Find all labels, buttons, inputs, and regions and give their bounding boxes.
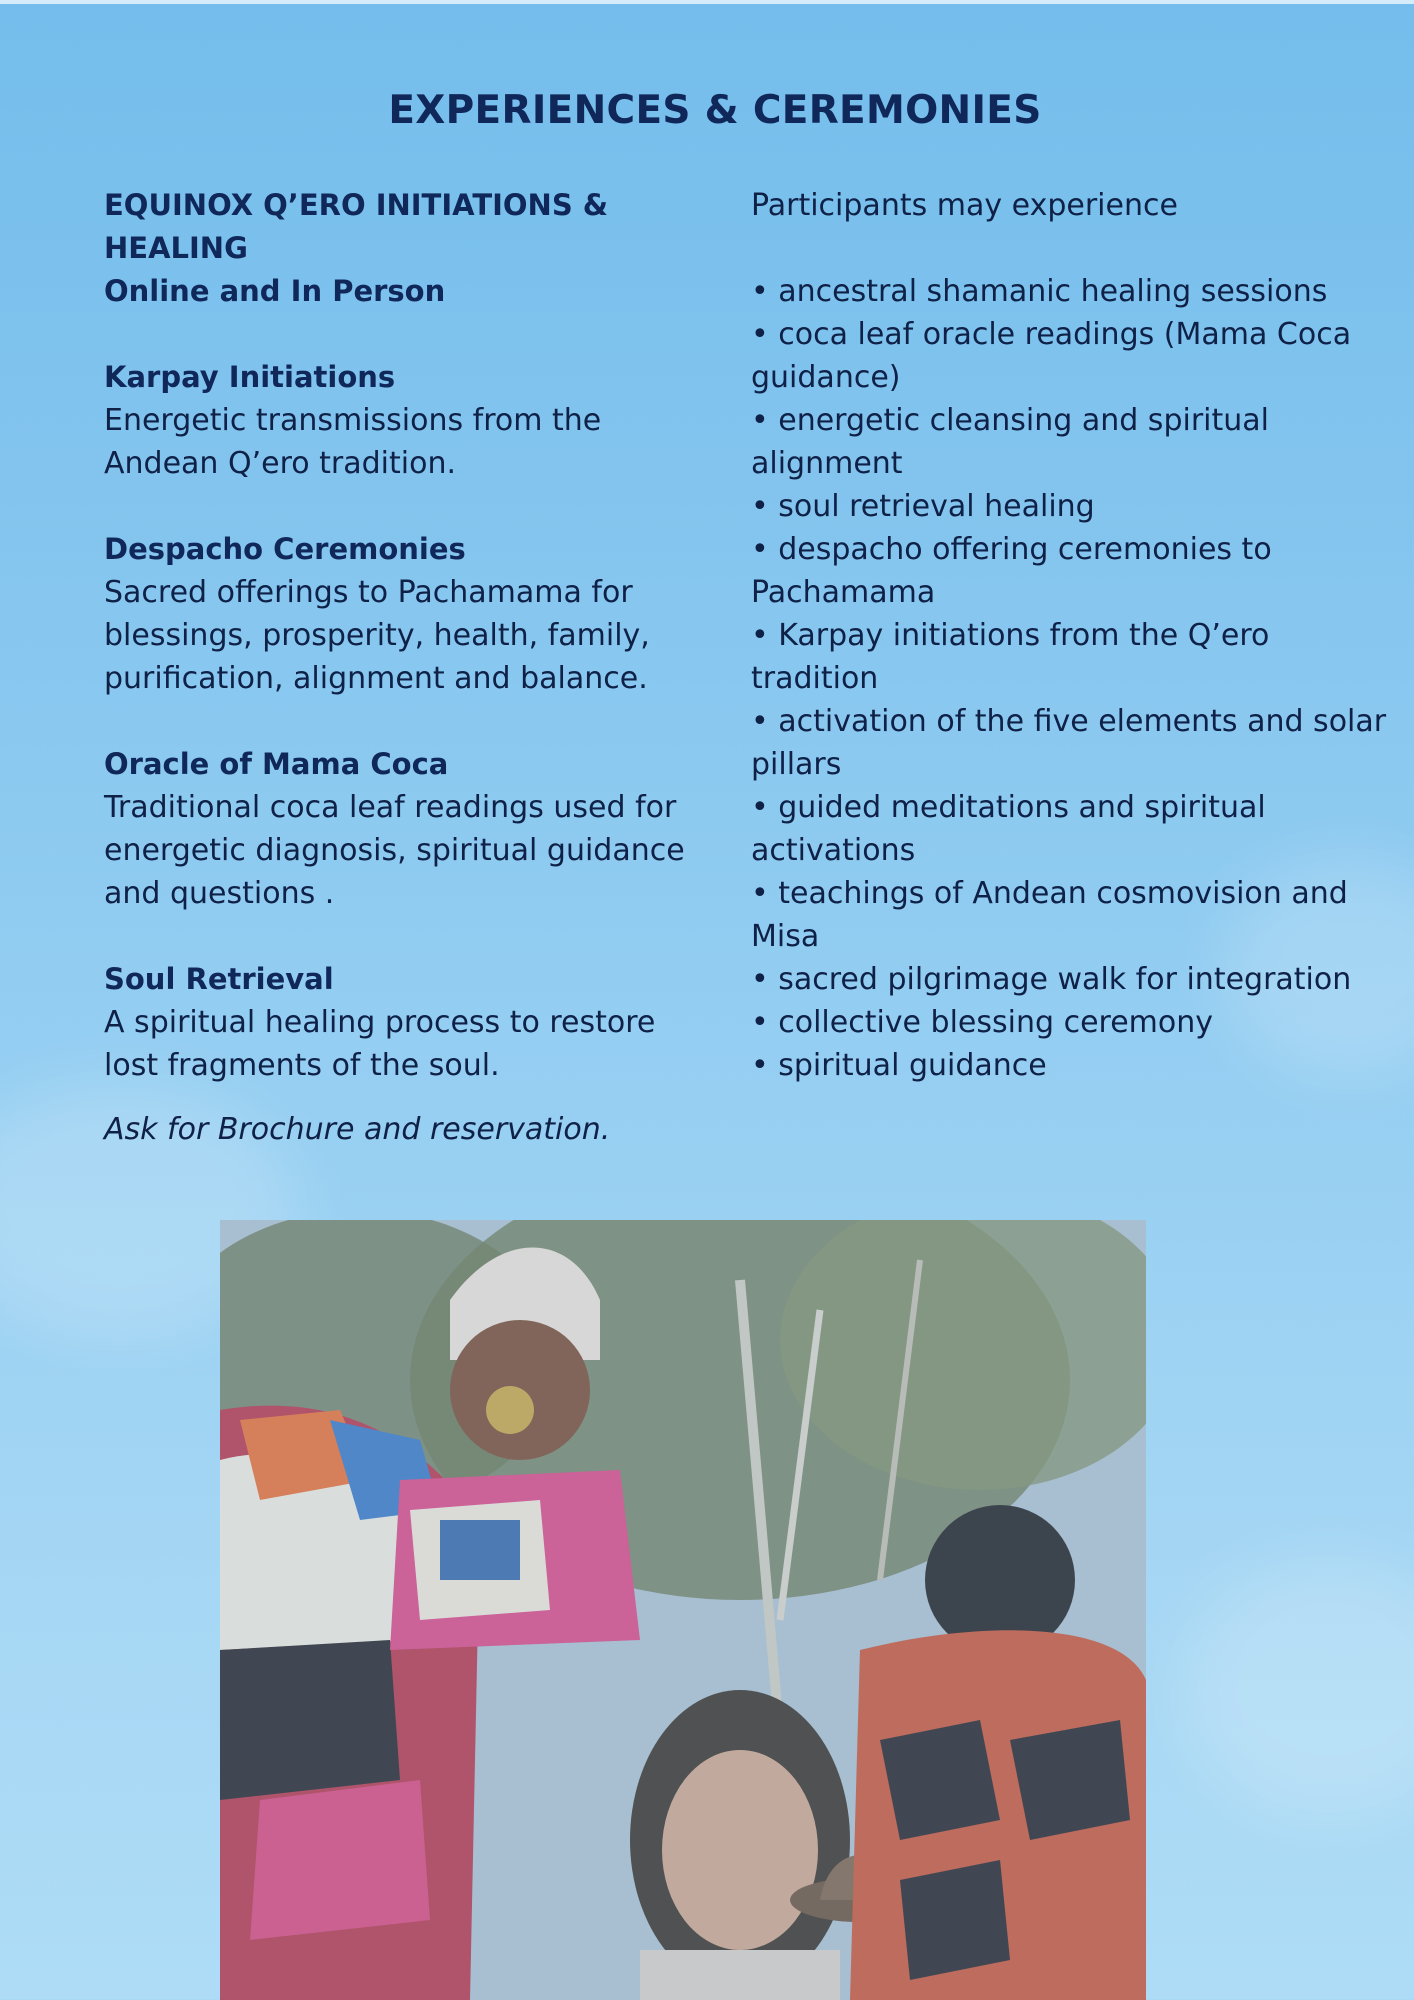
- page-title: EXPERIENCES & CEREMONIES: [388, 88, 1042, 133]
- left-column: [104, 184, 704, 1151]
- list-item: • spiritual guidance: [751, 1048, 1047, 1083]
- background-cloud: [1180, 1560, 1414, 1820]
- section-heading-soul-retrieval: Soul Retrieval: [104, 962, 334, 996]
- event-title-line1: EQUINOX Q’ERO INITIATIONS &: [104, 188, 609, 222]
- list-item: • despacho offering ceremonies to Pachamama: [751, 532, 1272, 610]
- ceremony-photo: [220, 1220, 1146, 2000]
- event-subtitle: Online and In Person: [104, 274, 446, 308]
- list-item: • activation of the five elements and solar pillars: [751, 704, 1387, 782]
- section-heading-karpay: Karpay Initiations: [104, 360, 396, 394]
- section-text-oracle: Traditional coca leaf readings used for energetic diagnosis, spiritual guidance and questions .: [104, 790, 685, 911]
- top-border: [0, 0, 1414, 4]
- section-text-soul-retrieval: A spiritual healing process to restore lost fragments of the soul.: [104, 1005, 656, 1083]
- participants-intro: Participants may experience: [751, 188, 1178, 223]
- event-title-line2: HEALING: [104, 231, 248, 265]
- list-item: • coca leaf oracle readings (Mama Coca guidance): [751, 317, 1352, 395]
- right-column: [751, 184, 1391, 1087]
- list-item: • energetic cleansing and spiritual alignment: [751, 403, 1269, 481]
- list-item: • teachings of Andean cosmovision and Misa: [751, 876, 1348, 954]
- section-text-karpay: Energetic transmissions from the Andean Q’ero tradition.: [104, 403, 602, 481]
- experience-list: [751, 270, 1391, 1087]
- list-item: • Karpay initiations from the Q’ero tradition: [751, 618, 1270, 696]
- list-item: • ancestral shamanic healing sessions: [751, 274, 1328, 309]
- section-heading-despacho: Despacho Ceremonies: [104, 532, 466, 566]
- list-item: • guided meditations and spiritual activations: [751, 790, 1266, 868]
- section-text-despacho: Sacred offerings to Pachamama for blessings, prosperity, health, family, purification, alignment and balance.: [104, 575, 650, 696]
- list-item: • sacred pilgrimage walk for integration: [751, 962, 1352, 997]
- reservation-note: Ask for Brochure and reservation.: [104, 1112, 611, 1147]
- section-heading-oracle: Oracle of Mama Coca: [104, 747, 449, 781]
- list-item: • collective blessing ceremony: [751, 1005, 1213, 1040]
- list-item: • soul retrieval healing: [751, 489, 1095, 524]
